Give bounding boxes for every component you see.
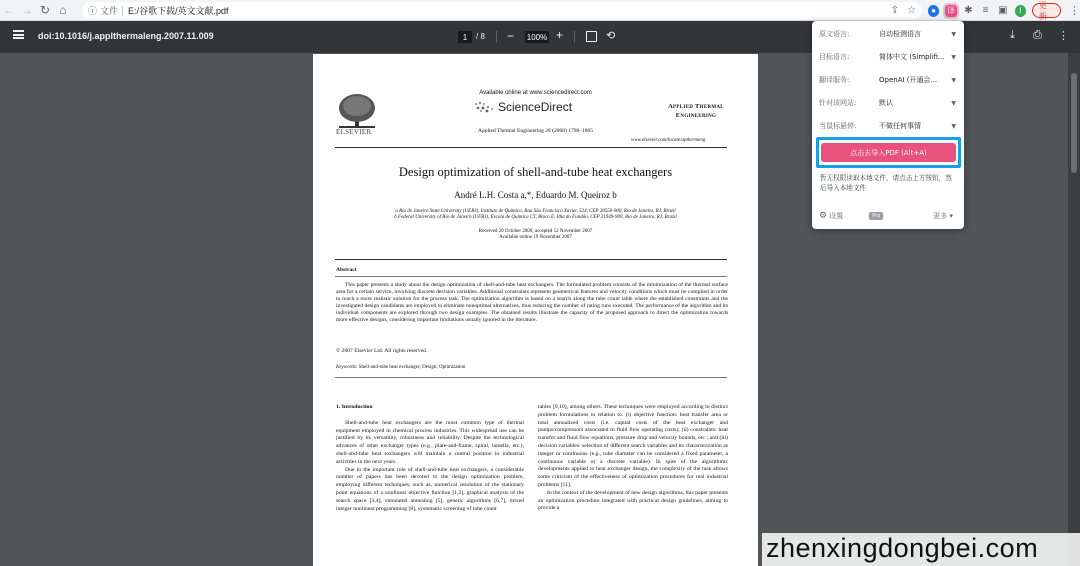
site-rule-row xyxy=(819,96,959,110)
hover-action-label: 当鼠标悬停: xyxy=(819,122,857,130)
chevron-down-icon: ▼ xyxy=(951,122,956,130)
article-dates xyxy=(313,229,758,241)
home-icon[interactable]: ⌂ xyxy=(59,3,67,17)
document-title: doi:10.1016/j.applthermaleng.2007.11.009 xyxy=(38,31,214,41)
affiliations xyxy=(343,209,728,221)
translation-service-row xyxy=(819,73,959,87)
zoom-input[interactable]: 100% xyxy=(526,32,548,42)
settings-link[interactable]: 设置 xyxy=(829,212,844,220)
back-icon[interactable]: ← xyxy=(3,3,15,17)
journal-logo-line2: Engineering xyxy=(675,112,717,119)
target-language-select[interactable] xyxy=(873,50,959,64)
page-number-input[interactable]: 1 xyxy=(458,31,472,43)
extension-blue-icon[interactable]: ● xyxy=(928,5,939,17)
zoom-out-button[interactable]: − xyxy=(507,29,515,43)
keywords xyxy=(336,365,465,370)
received-date: Received 20 October 2006; accepted 12 November 2007 xyxy=(478,229,593,234)
sciencedirect-logo xyxy=(473,100,572,114)
share-icon[interactable]: ⇪ xyxy=(890,5,900,16)
keywords-rule xyxy=(335,377,727,378)
extensions-puzzle-icon[interactable]: ✱ xyxy=(964,5,973,16)
chevron-down-icon: ▼ xyxy=(951,99,956,107)
abstract-text: This paper presents a study about the design optimization of shell-and-tube heat exchangers. The formulated problem consists of the minimization of the thermal surface area for a certain service, involving discrete decision variables. Additional constraints represent geometrical features and velocity conditions which must be complied in order to reach a more realistic solution for the process task. The optimization algorithm is based on a search along the tube count table where the established constraints and the investigated design candidates are employed to eliminate nonoptimal alternatives, thus reducing the number of rating runs executed. The performance of the algorithm and its individual components are explored through two design examples. The obtained results illustrate the capacity of the proposed approach to direct the optimization towards more effective designs, considering important limitations usually ignored in the literature. xyxy=(336,282,728,323)
paper-authors: André L.H. Costa a,*, Eduardo M. Queiroz b xyxy=(454,190,617,200)
url-text[interactable]: E:/谷歌下载/英文文献.pdf xyxy=(128,6,229,16)
reload-icon[interactable]: ↻ xyxy=(39,3,51,17)
zoom-in-button[interactable]: + xyxy=(556,28,564,42)
watermark: zhenxingdongbei.com xyxy=(766,533,1039,563)
address-bar[interactable] xyxy=(82,2,922,19)
import-highlight xyxy=(816,137,961,168)
fit-page-icon[interactable] xyxy=(586,31,597,42)
keywords-text: Shell-and-tube heat exchanger; Design; Optimization xyxy=(357,365,466,370)
journal-url: www.elsevier.com/locate/apthermeng xyxy=(631,138,706,143)
popup-footer xyxy=(819,210,959,222)
more-link[interactable]: 更多 ▾ xyxy=(933,212,953,220)
source-language-value: 自动检测语言 xyxy=(879,30,921,38)
copyright: © 2007 Elsevier Ltd. All rights reserved. xyxy=(336,348,428,354)
browser-menu-icon[interactable]: ⋮ xyxy=(1068,5,1080,17)
intro-paragraph-2: Due to the important role of shell-and-tube heat exchangers, a considerable number of papers has been devoted to the design optimization problem, employing different techniques, such as, numerical resolution of the stationary point equations of a nonlinear objective function [1,2], graphical analysis of the search space [3,4], simulated annealing [5], genetic algorithms [6,7], mixed integer nonlinear programming [8], systematic screening of tube count xyxy=(336,466,524,512)
browser-toolbar xyxy=(0,0,1080,21)
page-total: / 8 xyxy=(476,32,485,41)
bookmark-star-icon[interactable]: ☆ xyxy=(907,5,916,16)
intro-heading: 1. Introduction xyxy=(336,404,373,410)
toolbar-divider xyxy=(496,31,497,43)
journal-logo xyxy=(661,102,731,120)
abstract-rule xyxy=(335,276,727,277)
right-column xyxy=(538,404,728,513)
hover-action-value: 不做任何事情 xyxy=(879,122,921,130)
forward-icon[interactable]: → xyxy=(21,3,33,17)
chevron-down-icon: ▼ xyxy=(951,53,956,61)
site-rule-value: 默认 xyxy=(879,99,893,107)
site-rule-label: 针对该网站: xyxy=(819,99,857,107)
right-paragraph-1: tables [9,10], among others. These techniques were employed according to distinct problem formulations in relation to: (i) objective function: heat transfer area or total annualized costs (i.e. capital costs of the heat exchanger and pumps/compressors associated to fluid flow operating costs); (ii) constraints: heat transfer and fluid flow equations, pressure drop and velocity bounds, etc.; and (iii) decision variables: selection of different search variables and its characterization as integer or continuous (e.g., tube diameter can be considered a fixed parameter, a continuous variable or a discrete variable). In spite of the algorithmic developments applied to heat exchanger design, the complexity of the task allows some criticism of the effectiveness of optimization procedures for real industrial problems [11]. xyxy=(538,404,728,488)
translation-service-label: 翻译服务: xyxy=(819,76,850,84)
keywords-label: Keywords: xyxy=(336,365,358,370)
viewer-scrollbar[interactable] xyxy=(1068,53,1080,566)
rotate-icon[interactable]: ⟲ xyxy=(606,30,616,42)
hamburger-menu-icon[interactable] xyxy=(13,30,24,39)
omnibox-divider xyxy=(122,6,123,16)
affiliation-a: a Rio de Janeiro State University (UERJ), Instituto de Química, Rua São Francisco Xavier, 524, CEP 20550-900, Rio de Janeiro, RJ, Brazil xyxy=(395,209,676,214)
info-icon[interactable]: ⓘ xyxy=(88,6,98,16)
more-label: 更多 xyxy=(933,212,948,220)
intro-paragraph-1: Shell-and-tube heat exchangers are the most common type of thermal equipment employed in chemical process industries. This widespread use can be justified by its versatility, robustness and reliability. Despite the technological advances of other exchanger types (e.g., plate-and-frame, spiral, lamella, etc.), shell-and-tube heat exchangers will maintain a central position in industrial activities in the next years. xyxy=(336,419,524,465)
target-language-row xyxy=(819,50,959,64)
pro-badge: Pro xyxy=(869,212,883,220)
available-online: Available online at www.sciencedirect.com xyxy=(479,90,592,96)
journal-citation: Applied Thermal Engineering 28 (2008) 1798–1805 xyxy=(478,128,593,134)
omnibox-label: 文件 xyxy=(100,6,119,16)
section-rule xyxy=(335,259,727,260)
left-column xyxy=(336,404,524,513)
profile-avatar[interactable]: I xyxy=(1015,5,1026,17)
sciencedirect-text: ScienceDirect xyxy=(498,100,573,114)
chevron-down-icon: ▼ xyxy=(951,76,956,84)
sciencedirect-dots-icon xyxy=(473,101,495,113)
toolbar-divider xyxy=(574,31,575,43)
journal-logo-line1: Applied Thermal xyxy=(668,103,724,110)
source-language-select[interactable] xyxy=(873,27,959,41)
affiliation-b: b Federal University of Rio de Janeiro (UFRJ), Escola de Química CT, Bloco E, Ilha do Fundão, CEP 21949-900, Rio de Janeiro, RJ, Brazil xyxy=(394,215,677,220)
hover-action-row xyxy=(819,119,959,133)
online-date: Available online 19 November 2007 xyxy=(499,235,572,240)
chevron-down-icon: ▼ xyxy=(951,30,956,38)
import-pdf-button[interactable]: 点击去导入PDF (Alt+A) xyxy=(821,143,956,162)
elsevier-wordmark: ELSEVIER xyxy=(336,128,372,136)
translation-service-value: OpenAI (开通会... xyxy=(879,76,938,84)
target-language-value: 简体中文 (Simplifi... xyxy=(879,53,945,61)
right-paragraph-2: In the context of the development of new design algorithms, this paper presents an optimization procedure integrated with practical design guidelines, aiming to provide a xyxy=(538,489,728,512)
gear-icon[interactable]: ⚙ xyxy=(819,211,828,221)
paper-title: Design optimization of shell-and-tube heat exchangers xyxy=(398,165,673,179)
reading-list-icon[interactable]: ≡ xyxy=(982,5,989,16)
pdf-more-icon[interactable]: ⋮ xyxy=(1058,30,1069,42)
pdf-page xyxy=(313,54,758,566)
scroll-thumb[interactable] xyxy=(1071,73,1077,173)
update-button[interactable] xyxy=(1032,0,1061,21)
permission-note: 暂无权限读取本地文件，请点击上方按钮，然后导入本地文件 xyxy=(820,174,952,192)
header-rule xyxy=(335,147,727,148)
translation-service-select[interactable] xyxy=(873,73,959,87)
translate-popup xyxy=(812,21,964,229)
hover-action-select[interactable] xyxy=(873,119,959,133)
source-language-row xyxy=(819,27,959,41)
site-rule-select[interactable] xyxy=(873,96,959,110)
print-icon[interactable]: ⎙ xyxy=(1033,29,1042,41)
translate-extension-icon[interactable]: 译 xyxy=(946,6,955,15)
target-language-label: 目标语言: xyxy=(819,53,850,61)
source-language-label: 原文语言: xyxy=(819,30,850,38)
update-label: 更新 xyxy=(1038,0,1047,21)
side-panel-icon[interactable]: ▣ xyxy=(998,5,1008,16)
abstract-heading: Abstract xyxy=(336,267,357,273)
download-icon[interactable]: ⤓ xyxy=(1010,29,1015,41)
